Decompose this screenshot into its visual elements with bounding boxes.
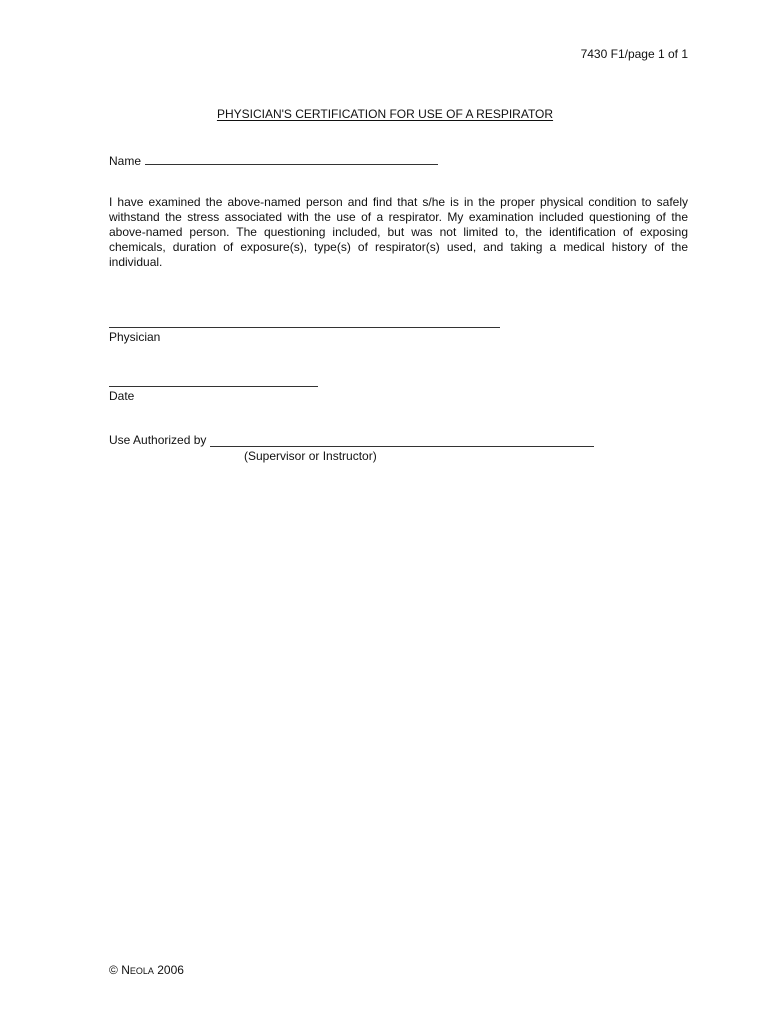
document-title-text: PHYSICIAN'S CERTIFICATION FOR USE OF A RESPIRATOR	[216, 107, 554, 121]
physician-signature-line[interactable]	[109, 327, 500, 328]
authorized-label: Use Authorized by	[109, 433, 207, 447]
name-label: Name	[109, 154, 142, 168]
name-blank[interactable]	[145, 152, 438, 165]
copyright-symbol: ©	[109, 963, 118, 977]
footer-year: 2006	[157, 963, 184, 977]
footer-brand-initial: N	[121, 963, 130, 977]
page-identifier: 7430 F1/page 1 of 1	[580, 47, 688, 61]
name-field	[109, 152, 438, 168]
authorized-blank[interactable]	[210, 434, 594, 447]
authorized-field	[109, 433, 594, 447]
footer-brand-rest: EOLA	[129, 966, 154, 976]
copyright-footer	[109, 963, 184, 977]
certification-paragraph: I have examined the above-named person and find that s/he is in the proper physical condition to safely withstand the stress associated with the use of a respirator. My examination included questioning of the above-named person. The questioning included, but was not limited to, the identification of exposing chemicals, duration of exposure(s), type(s) of respirator(s) used, and taking a medical history of the individual.	[109, 195, 688, 269]
document-title	[0, 107, 770, 121]
physician-label: Physician	[109, 330, 161, 344]
authorized-note: (Supervisor or Instructor)	[244, 449, 377, 463]
date-signature-line[interactable]	[109, 386, 318, 387]
date-label: Date	[109, 389, 135, 403]
